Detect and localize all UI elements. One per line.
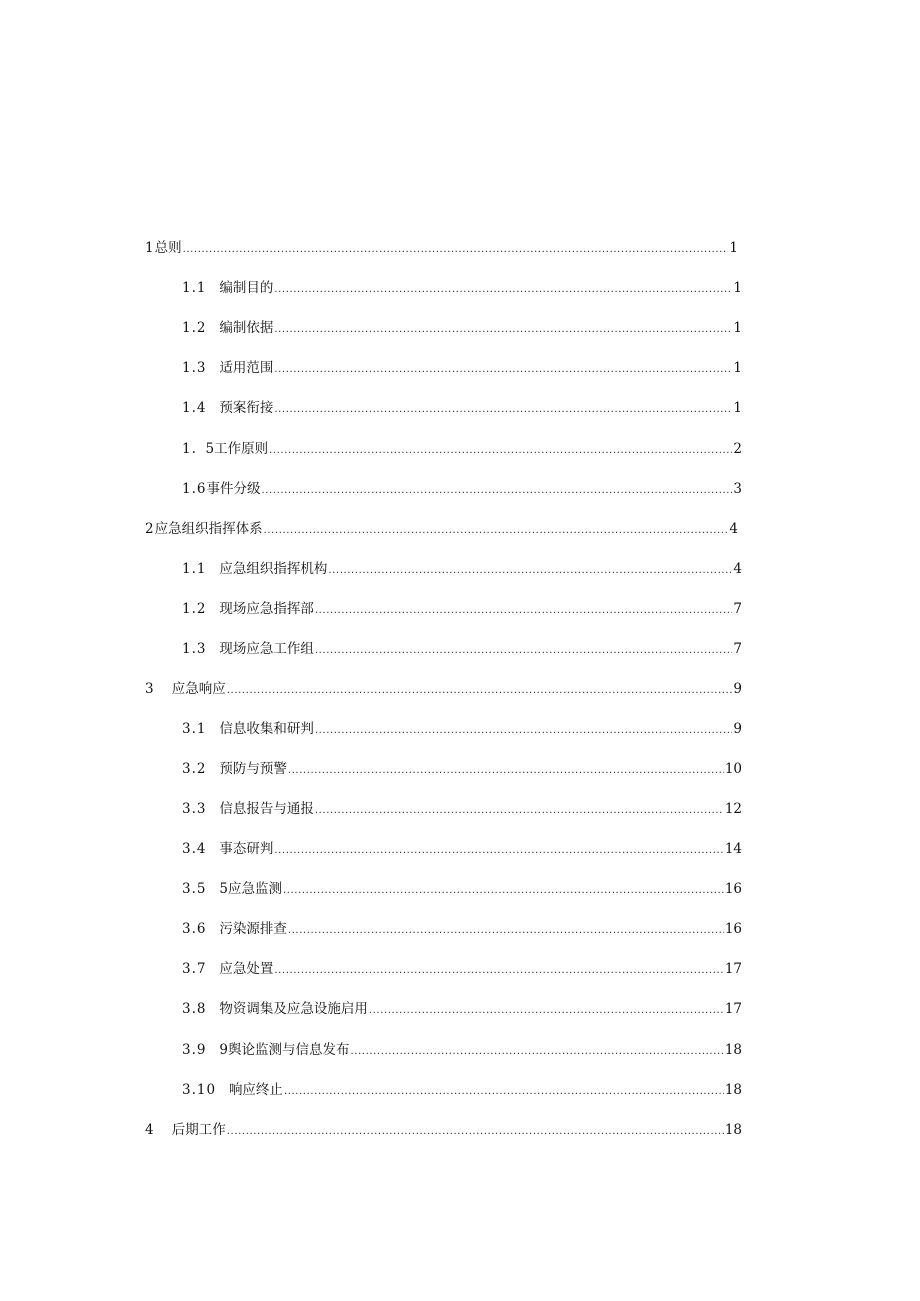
toc-entry-number: 1.3 [182,360,207,376]
toc-entry-page-number: 17 [724,961,742,977]
toc-entry-number: 1. [182,441,197,457]
toc-entry-title: 总则 [154,240,182,256]
toc-entry[interactable] [182,596,742,618]
dot-leader [328,560,732,578]
toc-entry[interactable] [182,916,742,938]
toc-entry-number: 3.5 [182,881,207,897]
toc-entry-page-number: 3 [733,481,742,497]
toc-entry-page-number: 9 [733,681,742,697]
toc-entry-spacer [206,279,219,297]
toc-entry-spacer [206,1041,219,1059]
toc-entry-spacer [206,840,219,858]
toc-entry-page-number: 1 [733,280,742,296]
toc-entry-title: 后期工作 [171,1122,226,1138]
dot-leader [315,640,733,658]
toc-entry-title: 应急组织指挥体系 [154,521,263,537]
toc-entry[interactable] [182,636,742,658]
toc-entry-spacer [206,920,219,938]
dot-leader [261,480,732,498]
toc-entry[interactable] [182,956,742,978]
dot-leader [350,1041,723,1059]
toc-entry-page-number: 12 [724,801,742,817]
toc-entry-title: 应急组织指挥机构 [219,561,328,577]
toc-entry-number: 1.4 [182,400,207,416]
toc-entry-page-number: 10 [724,761,742,777]
toc-entry[interactable] [145,235,738,257]
toc-entry-number: 3.1 [182,721,207,737]
toc-entry-number: 1.2 [182,320,207,336]
dot-leader [274,399,732,417]
toc-entry-title: 应急响应 [171,681,226,697]
toc-entry-spacer [206,720,219,738]
dot-leader [227,1121,724,1139]
toc-entry-title: 物资调集及应急设施启用 [219,1001,368,1017]
toc-entry-title: 事件分级 [206,481,261,497]
toc-entry-number: 3.3 [182,801,207,817]
toc-entry-number: 1.2 [182,601,207,617]
toc-entry[interactable] [145,676,742,698]
toc-entry-number: 4 [145,1122,155,1138]
toc-entry-spacer [216,1081,229,1099]
toc-entry-spacer [206,640,219,658]
toc-entry-page-number: 4 [729,521,738,537]
toc-entry[interactable] [182,476,742,498]
toc-entry[interactable] [182,836,742,858]
toc-entry-title: 5应急监测 [219,881,282,897]
dot-leader [369,1000,724,1018]
toc-entry-page-number: 18 [724,1082,742,1098]
toc-entry-number: 1 [145,240,155,256]
toc-entry-title: 9舆论监测与信息发布 [219,1042,350,1058]
toc-entry-page-number: 16 [724,881,742,897]
toc-entry-spacer [206,800,219,818]
dot-leader [284,1081,724,1099]
toc-entry-number: 3.4 [182,841,207,857]
toc-entry[interactable] [145,516,738,538]
toc-entry-number: 1.3 [182,641,207,657]
dot-leader [288,760,724,778]
dot-leader [269,440,732,458]
toc-entry-number: 1.1 [182,561,207,577]
toc-entry-page-number: 1 [733,320,742,336]
toc-entry-spacer [155,1121,172,1139]
toc-entry-spacer [206,1000,219,1018]
toc-entry-spacer [206,600,219,618]
toc-entry[interactable] [182,1077,742,1099]
toc-entry-spacer [206,319,219,337]
toc-entry[interactable] [182,1037,742,1059]
toc-entry[interactable] [182,436,742,458]
toc-entry-title: 现场应急指挥部 [219,601,314,617]
toc-entry-page-number: 18 [724,1122,742,1138]
toc-entry-page-number: 1 [733,400,742,416]
toc-entry-spacer [155,680,172,698]
toc-entry-page-number: 2 [733,441,742,457]
toc-entry-spacer [206,560,219,578]
dot-leader [274,279,732,297]
toc-entry-title: 响应终止 [228,1082,283,1098]
toc-entry-number: 3.2 [182,761,207,777]
toc-entry-number: 3.8 [182,1001,207,1017]
toc-entry[interactable] [182,556,742,578]
dot-leader [183,239,729,257]
toc-entry[interactable] [182,355,742,377]
dot-leader [315,800,724,818]
toc-entry-spacer [197,440,206,458]
toc-entry-title: 5工作原则 [205,441,269,457]
toc-entry-page-number: 17 [724,1001,742,1017]
toc-entry-title: 适用范围 [219,360,274,376]
toc-entry-number: 1.6 [182,481,207,497]
toc-entry[interactable] [182,315,742,337]
toc-entry[interactable] [182,796,742,818]
dot-leader [274,359,732,377]
dot-leader [274,840,723,858]
toc-entry-page-number: 4 [733,561,742,577]
toc-entry-spacer [206,760,219,778]
toc-entry[interactable] [182,996,742,1018]
dot-leader [288,920,724,938]
toc-entry-number: 3.6 [182,921,207,937]
toc-entry-page-number: 7 [733,601,742,617]
toc-entry-title: 信息收集和研判 [219,721,314,737]
toc-entry-title: 应急处置 [219,961,274,977]
toc-entry[interactable] [182,716,742,738]
toc-entry-number: 3.9 [182,1042,207,1058]
toc-entry-page-number: 18 [724,1042,742,1058]
toc-entry-spacer [206,960,219,978]
toc-entry-title: 事态研判 [219,841,274,857]
toc-entry-spacer [206,399,219,417]
toc-entry[interactable] [182,876,742,898]
dot-leader [315,720,733,738]
toc-entry-page-number: 1 [733,360,742,376]
toc-entry-number: 3.10 [182,1082,217,1098]
dot-leader [274,319,732,337]
toc-entry-page-number: 16 [724,921,742,937]
toc-entry-page-number: 9 [733,721,742,737]
toc-entry-number: 3.7 [182,961,207,977]
toc-entry[interactable] [182,275,742,297]
toc-entry-title: 现场应急工作组 [219,641,314,657]
dot-leader [274,960,723,978]
toc-entry-number: 3 [145,681,155,697]
toc-entry-title: 信息报告与通报 [219,801,314,817]
toc-entry-page-number: 7 [733,641,742,657]
toc-entry-spacer [206,359,219,377]
dot-leader [264,520,729,538]
toc-entry-title: 污染源排查 [219,921,287,937]
toc-entry-number: 1.1 [182,280,207,296]
dot-leader [227,680,733,698]
dot-leader [315,600,733,618]
toc-entry-title: 编制目的 [219,280,274,296]
toc-entry[interactable] [145,1117,742,1139]
toc-entry-spacer [206,880,219,898]
toc-entry-title: 预防与预警 [219,761,287,777]
toc-entry-page-number: 14 [724,841,742,857]
toc-entry-title: 编制依据 [219,320,274,336]
toc-entry[interactable] [182,756,742,778]
toc-entry-title: 预案衔接 [219,400,274,416]
toc-entry[interactable] [182,395,742,417]
toc-entry-page-number: 1 [729,240,738,256]
toc-entry-number: 2 [145,521,155,537]
dot-leader [283,880,724,898]
